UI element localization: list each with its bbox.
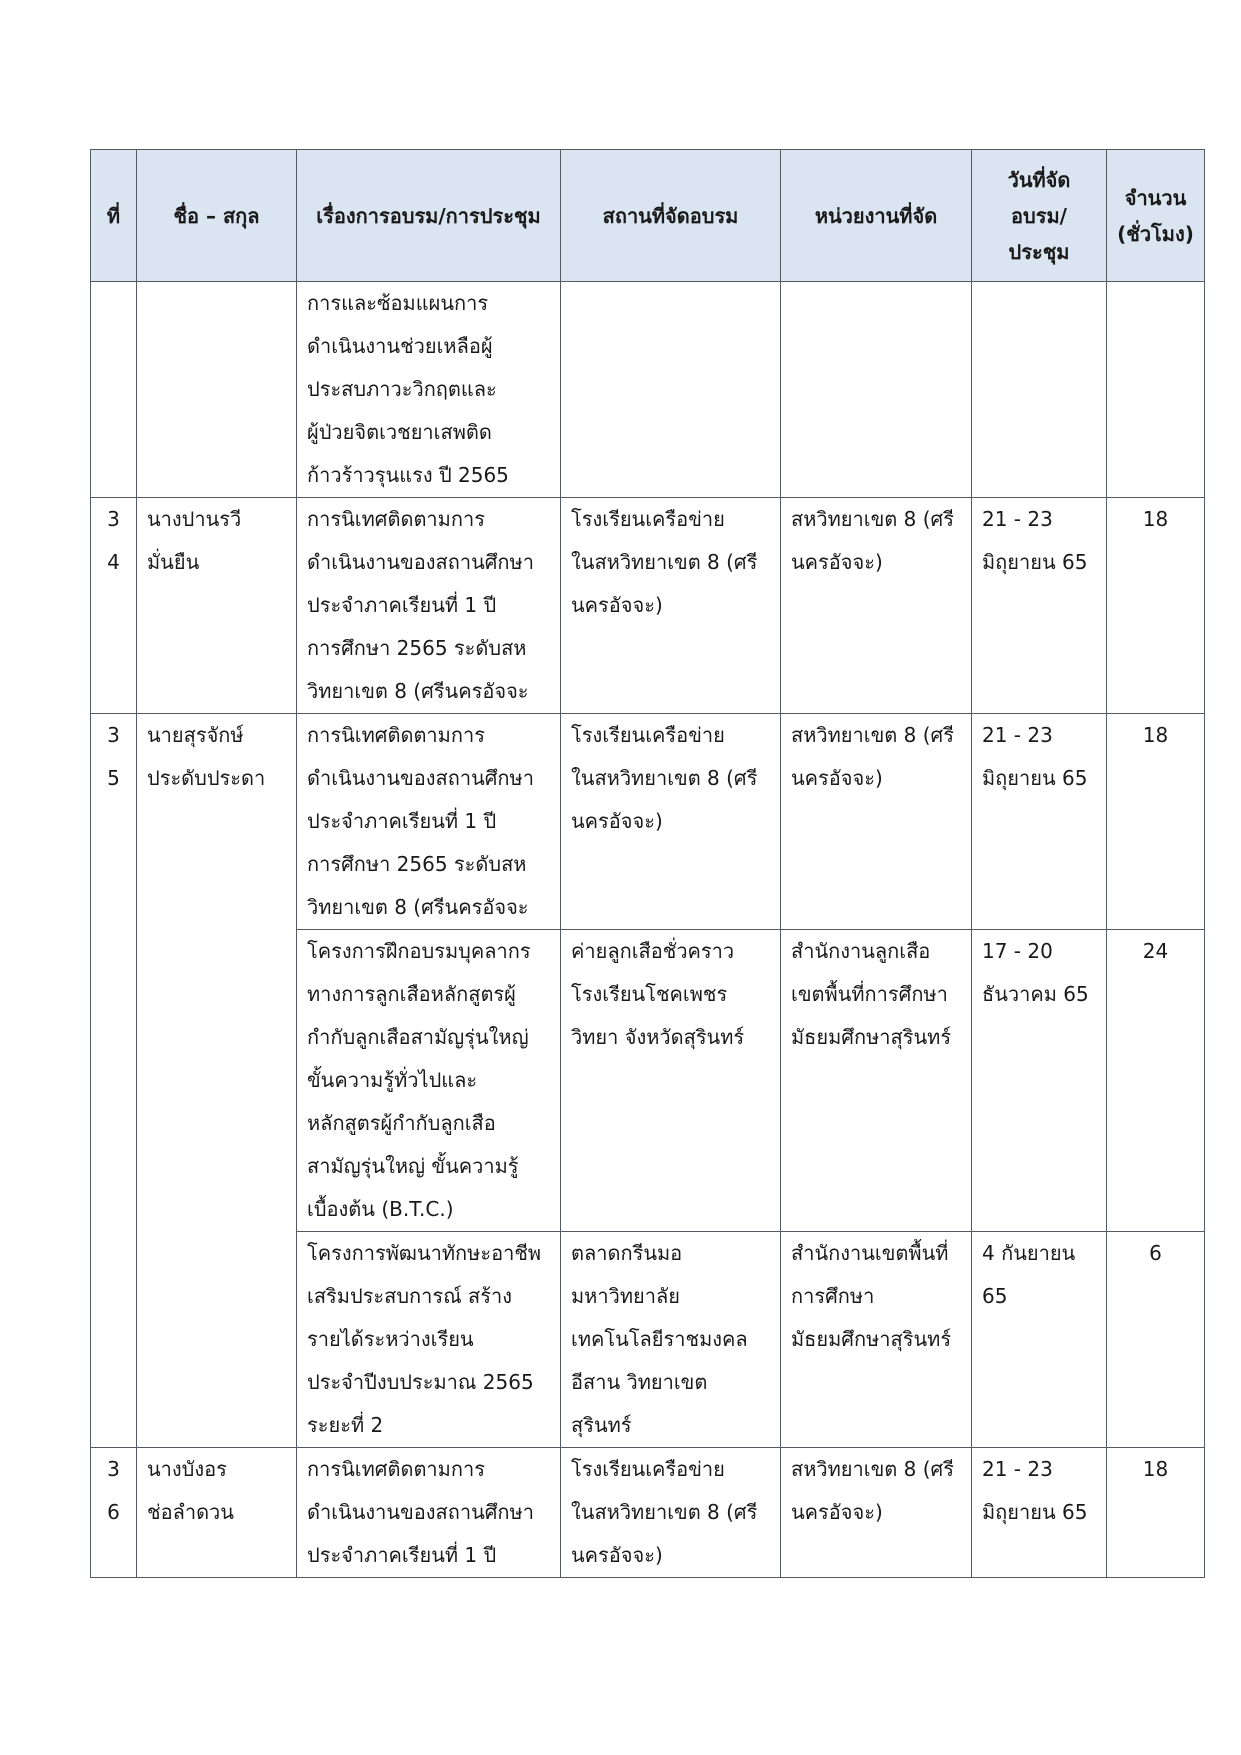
cell-hours bbox=[1107, 282, 1205, 498]
cell-no: 34 bbox=[91, 498, 137, 714]
header-venue: สถานที่จัดอบรม bbox=[561, 150, 781, 282]
training-record-table bbox=[90, 149, 1205, 1578]
cell-organizer: สหวิทยาเขต 8 (ศรี นครอัจจะ) bbox=[781, 1448, 972, 1578]
table-row bbox=[91, 1448, 1205, 1578]
cell-organizer: สหวิทยาเขต 8 (ศรี นครอัจจะ) bbox=[781, 498, 972, 714]
cell-name: นางปานรวี มั่นยืน bbox=[137, 498, 297, 714]
table-row bbox=[91, 282, 1205, 498]
cell-date: 21 - 23 มิถุยายน 65 bbox=[972, 714, 1107, 930]
cell-venue bbox=[561, 282, 781, 498]
header-date: วันที่จัด อบรม/ ประชุม bbox=[972, 150, 1107, 282]
cell-organizer: สำนักงานลูกเสือ เขตพื้นที่การศึกษา มัธยมศึกษาสุรินทร์ bbox=[781, 930, 972, 1232]
cell-no: 35 bbox=[91, 714, 137, 1448]
header-organizer: หน่วยงานที่จัด bbox=[781, 150, 972, 282]
cell-name: นางบังอร ช่อลำดวน bbox=[137, 1448, 297, 1578]
cell-topic: การนิเทศติดตามการ ดำเนินงานของสถานศึกษา ประจำภาคเรียนที่ 1 ปี การศึกษา 2565 ระดับสห วิทยาเขต 8 (ศรีนครอัจจะ bbox=[297, 714, 561, 930]
cell-venue: โรงเรียนเครือข่าย ในสหวิทยาเขต 8 (ศรี นครอัจจะ) bbox=[561, 714, 781, 930]
cell-topic: การและซ้อมแผนการ ดำเนินงานช่วยเหลือผู้ ประสบภาวะวิกฤตและ ผู้ป่วยจิตเวชยาเสพติด ก้าวร้าวรุนแรง ปี 2565 bbox=[297, 282, 561, 498]
cell-name: นายสุรจักษ์ ประดับประดา bbox=[137, 714, 297, 1448]
cell-hours: 6 bbox=[1107, 1232, 1205, 1448]
cell-organizer: สำนักงานเขตพื้นที่ การศึกษา มัธยมศึกษาสุรินทร์ bbox=[781, 1232, 972, 1448]
cell-hours: 18 bbox=[1107, 714, 1205, 930]
cell-name bbox=[137, 282, 297, 498]
cell-date: 21 - 23 มิถุยายน 65 bbox=[972, 1448, 1107, 1578]
table-row bbox=[91, 498, 1205, 714]
cell-date bbox=[972, 282, 1107, 498]
cell-date: 4 กันยายน 65 bbox=[972, 1232, 1107, 1448]
cell-no: 36 bbox=[91, 1448, 137, 1578]
cell-date: 17 - 20 ธันวาคม 65 bbox=[972, 930, 1107, 1232]
cell-venue: โรงเรียนเครือข่าย ในสหวิทยาเขต 8 (ศรี นครอัจจะ) bbox=[561, 1448, 781, 1578]
cell-venue: ค่ายลูกเสือชั่วคราว โรงเรียนโชคเพชร วิทยา จังหวัดสุรินทร์ bbox=[561, 930, 781, 1232]
header-topic: เรื่องการอบรม/การประชุม bbox=[297, 150, 561, 282]
cell-venue: โรงเรียนเครือข่าย ในสหวิทยาเขต 8 (ศรี นครอัจจะ) bbox=[561, 498, 781, 714]
cell-hours: 18 bbox=[1107, 1448, 1205, 1578]
header-no: ที่ bbox=[91, 150, 137, 282]
cell-topic: โครงการฝึกอบรมบุคลากร ทางการลูกเสือหลักสูตรผู้ กำกับลูกเสือสามัญรุ่นใหญ่ ขั้นความรู้ทั่วไปและ หลักสูตรผู้กำกับลูกเสือ สามัญรุ่นใหญ่ ขั้นความรู้ เบื้องต้น (B.T.C.) bbox=[297, 930, 561, 1232]
cell-date: 21 - 23 มิถุยายน 65 bbox=[972, 498, 1107, 714]
table-row bbox=[91, 714, 1205, 930]
cell-topic: โครงการพัฒนาทักษะอาชีพ เสริมประสบการณ์ สร้าง รายได้ระหว่างเรียน ประจำปีงบประมาณ 2565 ระยะที่ 2 bbox=[297, 1232, 561, 1448]
cell-organizer: สหวิทยาเขต 8 (ศรี นครอัจจะ) bbox=[781, 714, 972, 930]
cell-no bbox=[91, 282, 137, 498]
header-name: ชื่อ – สกุล bbox=[137, 150, 297, 282]
table-header-row bbox=[91, 150, 1205, 282]
cell-topic: การนิเทศติดตามการ ดำเนินงานของสถานศึกษา ประจำภาคเรียนที่ 1 ปี การศึกษา 2565 ระดับสห วิทยาเขต 8 (ศรีนครอัจจะ bbox=[297, 498, 561, 714]
header-hours: จำนวน (ชั่วโมง) bbox=[1107, 150, 1205, 282]
cell-venue: ตลาดกรีนมอ มหาวิทยาลัย เทคโนโลยีราชมงคล อีสาน วิทยาเขต สุรินทร์ bbox=[561, 1232, 781, 1448]
cell-hours: 24 bbox=[1107, 930, 1205, 1232]
cell-topic: การนิเทศติดตามการ ดำเนินงานของสถานศึกษา ประจำภาคเรียนที่ 1 ปี bbox=[297, 1448, 561, 1578]
cell-hours: 18 bbox=[1107, 498, 1205, 714]
cell-organizer bbox=[781, 282, 972, 498]
